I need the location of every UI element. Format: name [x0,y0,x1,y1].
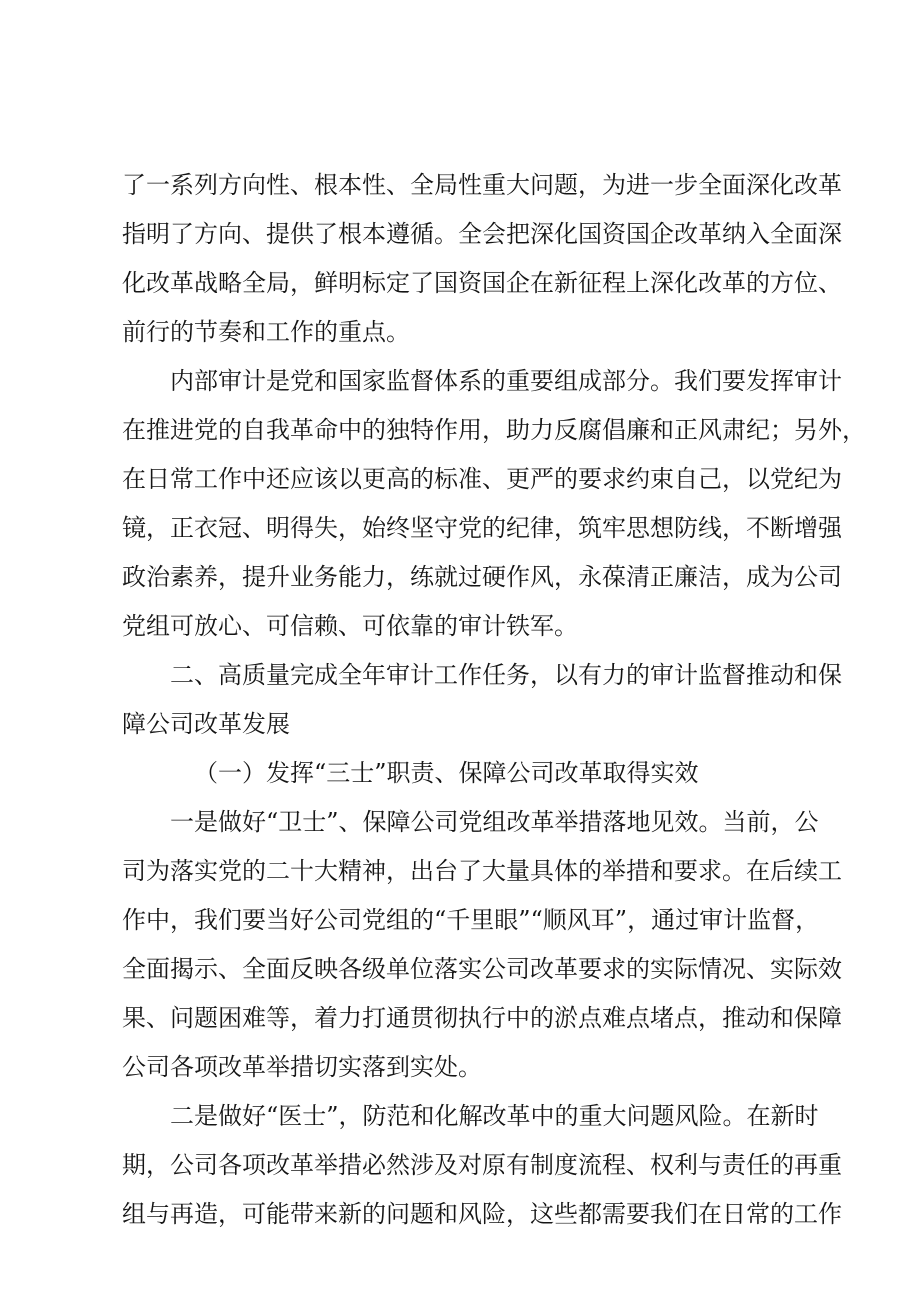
paragraph-first-line: 一是做好“卫士”、保障公司党组改革举措落地见效。当前，公 [170,808,819,836]
subsection-heading: （一）发挥“三士”职责、保障公司改革取得实效 [194,759,699,787]
text-line: 化改革战略全局，鲜明标定了国资国企在新征程上深化改革的方位、 [122,269,842,297]
text-line: 在日常工作中还应该以更高的标准、更严的要求约束自己，以党纪为 [122,465,842,493]
text-line: 了一系列方向性、根本性、全局性重大问题，为进一步全面深化改革 [122,171,842,199]
section-heading: 二、高质量完成全年审计工作任务，以有力的审计监督推动和保 [170,661,842,689]
paragraph-first-line: 二是做好“医士”，防范和化解改革中的重大问题风险。在新时 [170,1102,819,1130]
text-line: 全面揭示、全面反映各级单位落实公司改革要求的实际情况、实际效 [122,955,842,983]
text-line: 期，公司各项改革举措必然涉及对原有制度流程、权利与责任的再重 [122,1151,842,1179]
section-heading-continued: 障公司改革发展 [122,710,290,738]
text-line: 党组可放心、可信赖、可依靠的审计铁军。 [122,612,578,640]
text-line: 司为落实党的二十大精神，出台了大量具体的举措和要求。在后续工 [122,857,842,885]
text-line: 指明了方向、提供了根本遵循。全会把深化国资国企改革纳入全面深 [122,220,842,248]
text-line: 前行的节奏和工作的重点。 [122,318,410,346]
text-line: 组与再造，可能带来新的问题和风险，这些都需要我们在日常的工作 [122,1200,842,1228]
text-line: 果、问题困难等，着力打通贯彻执行中的淤点难点堵点，推动和保障 [122,1004,842,1032]
paragraph-first-line: 内部审计是党和国家监督体系的重要组成部分。我们要发挥审计 [170,367,842,395]
text-line: 公司各项改革举措切实落到实处。 [122,1053,482,1081]
text-line: 政治素养，提升业务能力，练就过硬作风，永葆清正廉洁，成为公司 [122,563,842,591]
text-line: 在推进党的自我革命中的独特作用，助力反腐倡廉和正风肃纪；另外， [122,416,866,444]
text-line: 镜，正衣冠、明得失，始终坚守党的纪律，筑牢思想防线，不断增强 [122,514,842,542]
text-line: 作中，我们要当好公司党组的“千里眼”“顺风耳”，通过审计监督， [122,906,820,934]
